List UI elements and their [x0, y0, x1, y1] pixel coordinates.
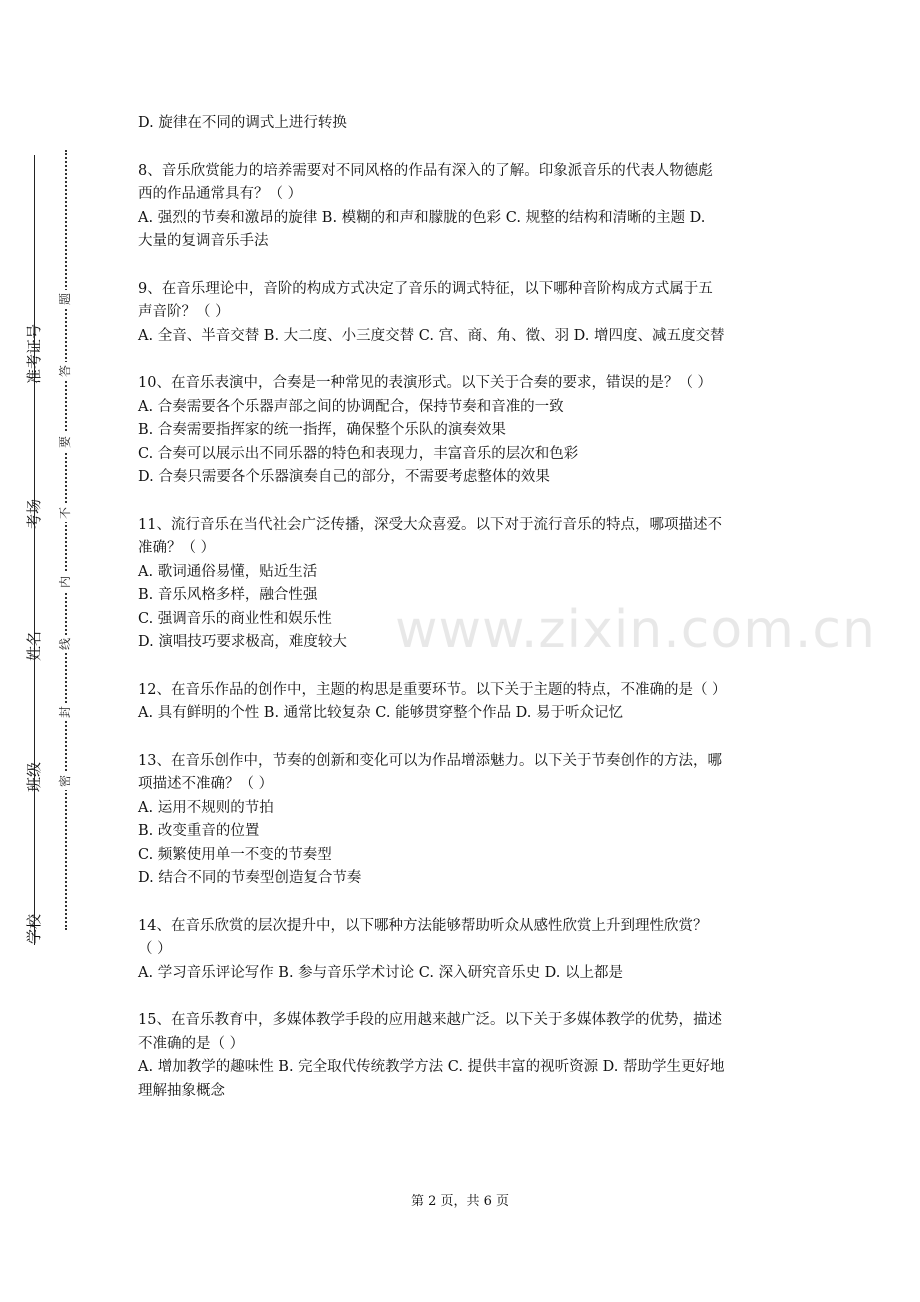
exam-room-field-label: 考场: [25, 499, 43, 530]
q11-stem: 11、流行音乐在当代社会广泛传播，深受大众喜爱。以下对于流行音乐的特点，哪项描述不: [138, 516, 722, 533]
q9-stem: 9、在音乐理论中，音阶的构成方式决定了音乐的调式特征，以下哪种音阶构成方式属于五: [138, 280, 713, 297]
question-content: [138, 112, 788, 1103]
seal-char: 不: [56, 504, 74, 522]
name-field-label: 姓名: [25, 631, 43, 662]
seal-char: 封: [56, 703, 74, 721]
q8-options: 大量的复调音乐手法: [138, 233, 269, 249]
q10-stem: 10、在音乐表演中，合奏是一种常见的表演形式。以下关于合奏的要求，错误的是？（ ）: [138, 375, 713, 391]
binding-solid-line: [34, 155, 35, 945]
q11-option-c: C. 强调音乐的商业性和娱乐性: [138, 610, 332, 627]
q15-stem: 15、在音乐教育中，多媒体教学手段的应用越来越广泛。以下关于多媒体教学的优势，描述: [138, 1012, 722, 1028]
school-field-label: 学校: [25, 914, 43, 945]
seal-char: 要: [56, 433, 74, 451]
binding-margin: [0, 0, 100, 1302]
q7-option-d: D. 旋律在不同的调式上进行转换: [138, 115, 347, 131]
q10-option-c: C. 合奏可以展示出不同乐器的特色和表现力，丰富音乐的层次和色彩: [138, 445, 579, 462]
q8-stem: 8、音乐欣赏能力的培养需要对不同风格的作品有深入的了解。印象派音乐的代表人物德彪: [138, 162, 713, 179]
q12-stem: 12、在音乐作品的创作中，主题的构思是重要环节。以下关于主题的特点，不准确的是（ ）: [138, 681, 727, 698]
q9-options: A. 全音、半音交替 B. 大二度、小三度交替 C. 宫、商、角、徵、羽 D. 增四度、减五度交替: [138, 327, 725, 344]
q15-stem: 不准确的是（ ）: [138, 1035, 245, 1052]
q13-option-a: A. 运用不规则的节拍: [138, 799, 274, 816]
q10-option-d: D. 合奏只需要各个乐器演奏自己的部分，不需要考虑整体的效果: [138, 469, 550, 485]
q8-stem: 西的作品通常具有？（ ）: [138, 186, 303, 202]
q13-stem: 13、在音乐创作中，节奏的创新和变化可以为作品增添魅力。以下关于节奏创作的方法，哪: [138, 752, 722, 769]
q14-options: A. 学习音乐评论写作 B. 参与音乐学术讨论 C. 深入研究音乐史 D. 以上都是: [138, 964, 624, 981]
seal-char: 答: [56, 362, 74, 380]
watermark: www.zixin.com.cn: [395, 600, 876, 660]
q11-option-a: A. 歌词通俗易懂，贴近生活: [138, 563, 318, 580]
q13-option-d: D. 结合不同的节奏型创造复合节奏: [138, 870, 362, 886]
class-field-label: 班级: [25, 762, 43, 793]
q10-option-a: A. 合奏需要各个乐器声部之间的协调配合，保持节奏和音准的一致: [138, 398, 564, 415]
q13-stem: 项描述不准确？（ ）: [138, 776, 274, 792]
q15-options: A. 增加教学的趣味性 B. 完全取代传统教学方法 C. 提供丰富的视听资源 D. 帮助学生更好地: [138, 1059, 725, 1075]
seal-char: 内: [56, 573, 74, 591]
q11-stem: 准确？（ ）: [138, 540, 216, 556]
q9-stem: 声音阶？（ ）: [138, 304, 230, 320]
q14-stem: 14、在音乐欣赏的层次提升中，以下哪种方法能够帮助听众从感性欣赏上升到理性欣赏？: [138, 917, 708, 934]
seal-char: 密: [56, 772, 74, 790]
admission-number-field-label: 准考证号: [25, 323, 43, 384]
q15-options: 理解抽象概念: [138, 1082, 225, 1099]
q13-option-c: C. 频繁使用单一不变的节奏型: [138, 846, 332, 863]
q11-option-b: B. 音乐风格多样，融合性强: [138, 587, 318, 603]
seal-char: 线: [56, 635, 74, 653]
q12-options: A. 具有鲜明的个性 B. 通常比较复杂 C. 能够贯穿整个作品 D. 易于听众记忆: [138, 705, 624, 721]
q14-stem: （ ）: [138, 941, 172, 957]
q8-options: A. 强烈的节奏和激昂的旋律 B. 模糊的和声和朦胧的色彩 C. 规整的结构和清晰的主题 D.: [138, 209, 706, 226]
page-number-footer: 第 2 页，共 6 页: [410, 1194, 510, 1209]
seal-dotted-line: [65, 150, 67, 930]
q11-option-d: D. 演唱技巧要求极高，难度较大: [138, 634, 347, 650]
q13-option-b: B. 改变重音的位置: [138, 823, 260, 839]
seal-char: 题: [56, 290, 74, 308]
q10-option-b: B. 合奏需要指挥家的统一指挥，确保整个乐队的演奏效果: [138, 422, 506, 438]
